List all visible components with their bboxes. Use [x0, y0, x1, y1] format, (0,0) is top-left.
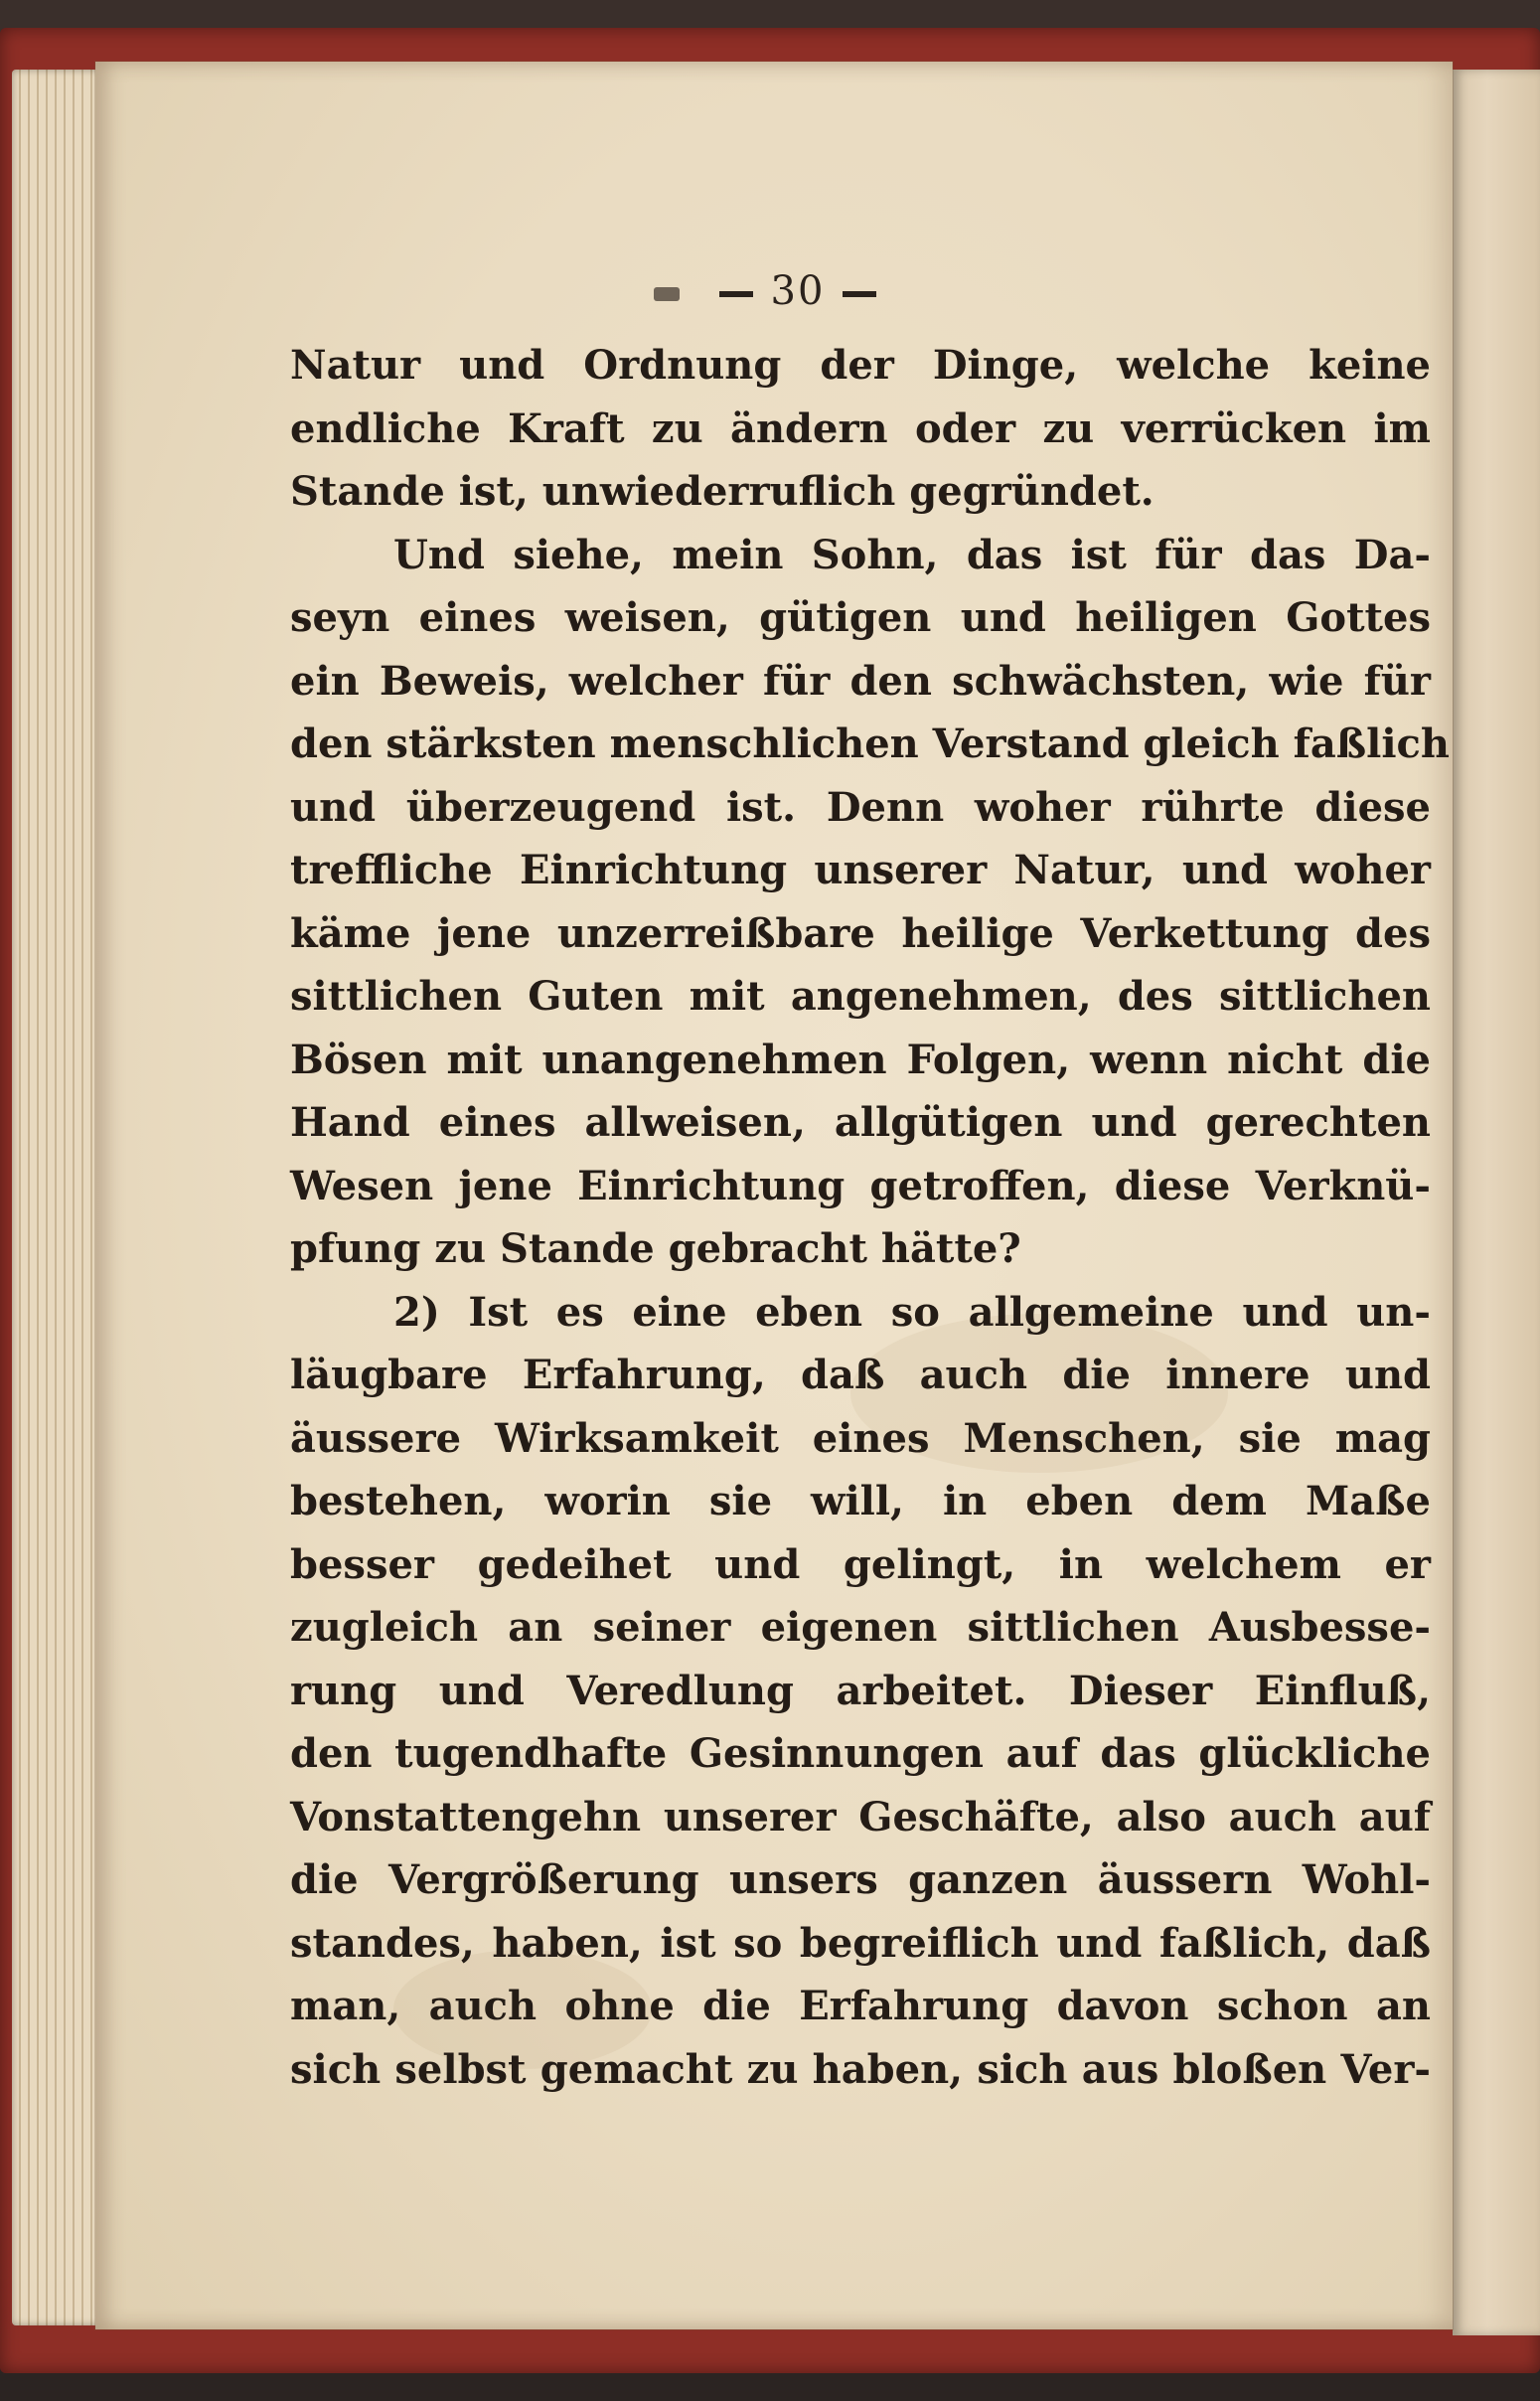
header-dash — [719, 291, 753, 297]
text-line: sittlichen Guten mit angenehmen, des sittlichen — [290, 973, 1431, 1020]
text-line: standes, haben, ist so begreiflich und faßlich, daß — [290, 1919, 1431, 1967]
text-line: läugbare Erfahrung, daß auch die innere und — [290, 1352, 1431, 1398]
text-line: treffliche Einrichtung unserer Natur, und woher — [290, 847, 1431, 893]
header-dash — [843, 291, 876, 297]
text-line: man, auch ohne die Erfahrung davon schon an — [290, 1983, 1431, 2029]
text-line: Hand eines allweisen, allgütigen und gerechten — [290, 1099, 1431, 1146]
text-line: zugleich an seiner eigenen sittlichen Ausbesse- — [290, 1604, 1431, 1651]
text-line: 2) Ist es eine eben so allgemeine und un- — [393, 1288, 1431, 1336]
text-line: den stärksten menschlichen Verstand gleich faßlich — [290, 720, 1450, 767]
text-line: den tugendhafte Gesinnungen auf das glückliche — [290, 1730, 1431, 1777]
page-header — [95, 268, 1453, 314]
text-line: käme jene unzerreißbare heilige Verkettung des — [290, 909, 1431, 957]
page-edges — [12, 70, 101, 2325]
text-line: pfung zu Stande gebracht hätte? — [290, 1225, 1021, 1272]
text-line: Bösen mit unangenehmen Folgen, wenn nicht die — [290, 1036, 1431, 1083]
text-line: besser gedeihet und gelingt, in welchem er — [290, 1540, 1431, 1588]
text-line: die Vergrößerung unsers ganzen äussern Wohl- — [290, 1856, 1431, 1903]
page-number: 30 — [770, 268, 826, 314]
text-line: Und siehe, mein Sohn, das ist für das Da- — [393, 531, 1431, 578]
ink-smudge — [654, 287, 680, 301]
text-line: endliche Kraft zu ändern oder zu verrücken im — [290, 404, 1431, 452]
text-line: Stande ist, unwiederruflich gegründet. — [290, 468, 1155, 515]
text-line: und überzeugend ist. Denn woher rührte diese — [290, 783, 1431, 831]
text-line: Natur und Ordnung der Dinge, welche keine — [290, 342, 1431, 389]
facing-page-edge — [1453, 70, 1540, 2335]
text-line: bestehen, worin sie will, in eben dem Maße — [290, 1478, 1431, 1524]
text-line: rung und Veredlung arbeitet. Dieser Einfluß, — [290, 1667, 1431, 1714]
text-line: äussere Wirksamkeit eines Menschen, sie mag — [290, 1414, 1431, 1462]
text-line: Wesen jene Einrichtung getroffen, diese Verknü- — [290, 1162, 1431, 1209]
page-body — [290, 334, 1450, 2101]
text-line: seyn eines weisen, gütigen und heiligen Gottes — [290, 594, 1431, 641]
text-line: sich selbst gemacht zu haben, sich aus bloßen Ver- — [290, 2045, 1431, 2093]
text-line: Vonstattengehn unserer Geschäfte, also auch auf — [290, 1793, 1431, 1841]
text-line: ein Beweis, welcher für den schwächsten, wie für — [290, 657, 1431, 705]
